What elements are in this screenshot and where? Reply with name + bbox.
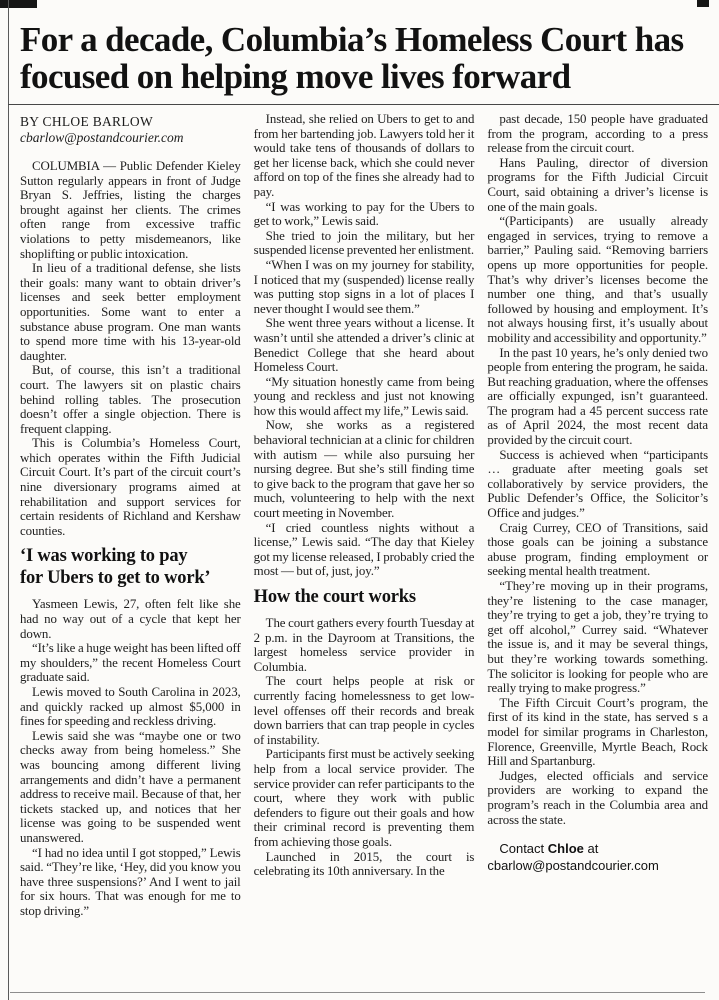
article-paragraph: In the past 10 years, he’s only denied two people from entering the program, he saida. But reaching graduation, where the offenses are officially expunged, isn’t guaranteed. The program had a 45 percent success rate as of April 2024, the most recent data provided by the circuit court. (487, 345, 709, 448)
article-paragraph: “(Participants) are usually already engaged in services, trying to remove a barrier,” Pauling said. “Removing barriers opens up more opportunities for people. That’s why driver’s licenses become the number one thing, and that’s usually followed by housing and employment. It’s not always housing first, it’s usually about mobility and accessibility and opportunity.” (487, 214, 709, 345)
article-paragraph: Judges, elected officials and service providers are working to expand the program’s reach in the Columbia area and across the state. (487, 768, 709, 827)
left-column-rule (8, 0, 9, 1000)
column-1-text (20, 159, 241, 919)
byline-author: BY CHLOE BARLOW (20, 114, 153, 129)
article-paragraph: The Fifth Circuit Court’s program, the first of its kind in the state, has served s a model for similar programs in Charleston, Florence, Greenville, Myrtle Beach, Rock Hill and Spartanburg. (487, 695, 709, 769)
scan-artifact-top-right (697, 0, 709, 7)
article-paragraph: In lieu of a traditional defense, she lists their goals: many want to obtain driver’s licenses and seek better employment opportunities. Some want to enter a substance abuse program. One man wants to spend more time with his 13-year-old daughter. (20, 261, 241, 363)
article-paragraph: “It’s like a huge weight has been lifted off my shoulders,” the recent Homeless Court graduate said. (20, 641, 241, 685)
article-paragraph: But, of course, this isn’t a traditional court. The lawyers sit on plastic chairs behind rolling tables. The prosecution doesn’t offer a single objection. There is frequent clapping. (20, 363, 241, 436)
article-paragraph: Instead, she relied on Ubers to get to and from her bartending job. Lawyers told her it would take tens of thousands of dollars to get her license back, which she could never afford on top of the fines she already had to pay. (253, 112, 475, 199)
article-paragraph: “I had no idea until I got stopped,” Lewis said. “They’re like, ‘Hey, did you know you have three suspensions?’ And I went to jail for six hours. That was enough for me to stop driving.” (20, 845, 241, 918)
contact-prefix: Contact (499, 841, 545, 857)
article-paragraph: Participants first must be actively seeking help from a local service provider. The service provider can refer participants to the court, where they work with public defenders to figure out their goals and how their criminal record is preventing them from achieving those goals. (253, 747, 475, 849)
section-subhead: How the court works (253, 587, 416, 607)
article-content (20, 21, 708, 919)
article-paragraph: Now, she works as a registered behavioral technician at a clinic for children with autism — while also pursuing her nursing degree. But she’s still finding time to give back to the program that gave her so much, volunteering to help with the next court meeting in November. (253, 418, 475, 521)
article-paragraph: Launched in 2015, the court is celebrating its 10th anniversary. In the (253, 849, 475, 879)
byline-email: cbarlow@postandcourier.com (20, 130, 184, 145)
article-paragraph: The court gathers every fourth Tuesday at 2 p.m. in the Dayroom at Transitions, the largest homeless service provider in Columbia. (253, 616, 475, 674)
article-paragraph: “I cried countless nights without a license,” Lewis said. “The day that Kieley got my license released, I probably cried the most — but of, just, joy.” (253, 520, 475, 579)
contact-name: Chloe (547, 841, 584, 857)
article-paragraph: “My situation honestly came from being young and reckless and just not knowing how this would affect my life,” Lewis said. (253, 374, 475, 418)
article-paragraph: Lewis said she was “maybe one or two checks away from being homeless.” She was bouncing among different living arrangements and didn’t have a permanent address to receive mail. Because of that, her tickets stacked up, and notices that her license was going to be suspended went unanswered. (20, 728, 241, 845)
article-paragraph: Craig Currey, CEO of Transitions, said those goals can be joining a substance abuse program, finding employment or seeking mental health treatment. (487, 520, 709, 579)
article-column-2 (254, 112, 475, 919)
article-paragraph: Hans Pauling, director of diversion programs for the Fifth Judicial Circuit Court, said obtaining a driver’s license is one of the main goals. (487, 155, 709, 214)
article-paragraph: She went three years without a license. It wasn’t until she attended a driver’s clinic at Benedict College that she heard about Homeless Court. (253, 316, 475, 375)
column-3-text (487, 112, 708, 827)
article-paragraph: Success is achieved when “participants … graduate after meeting goals set collaboratively by service providers, the Public Defender’s Office, the Solicitor’s Office and judges.” (487, 447, 709, 521)
article-paragraph: COLUMBIA — Public Defender Kieley Sutton regularly appears in front of Judge Bryan S. Jeffries, listing the charges brought against her clients. The crimes often range from excessive traffic violations to petty misdemeanors, like shoplifting or public intoxication. (20, 159, 241, 261)
section-subhead: ‘I was working to pay for Ubers to get to work’ (20, 546, 211, 589)
byline (20, 114, 241, 146)
article-paragraph: past decade, 150 people have graduated from the program, according to a press release from the circuit court. (487, 112, 709, 156)
bottom-divider (10, 992, 705, 993)
article-paragraph: This is Columbia’s Homeless Court, which operates within the Fifth Judicial Circuit Court. It’s part of the circuit court’s nine diversionary programs aimed at rehabilitation and support services for certain residents of Richland and Kershaw counties. (20, 436, 241, 538)
article-column-1 (20, 112, 241, 919)
scan-artifact-top-left (0, 0, 37, 8)
article-paragraph: “They’re moving up in their programs, they’re listening to the case manager, they’re trying to get a job, they’re trying to get off alcohol,” Currey said. “Whatever the issue is, and it may be several things, but they’re working towards something. The solicitor is looking for people who are really trying to make progress.” (487, 579, 709, 696)
contact-rest: at cbarlow@postandcourier.com (487, 841, 659, 873)
article-paragraph: Yasmeen Lewis, 27, often felt like she had no way out of a cycle that kept her down. (20, 597, 241, 641)
article-columns (20, 112, 708, 919)
article-paragraph: The court helps people at risk or currently facing homelessness to get low-level offenses off their records and break down barriers that can trap people in cycles of instability. (253, 674, 475, 747)
article-headline: For a decade, Columbia’s Homeless Court has focused on helping move lives forward (20, 20, 684, 96)
article-paragraph: “I was working to pay for the Ubers to get to work,” Lewis said. (253, 199, 475, 229)
headline-divider (8, 104, 719, 105)
column-2-text (254, 112, 475, 879)
article-paragraph: Lewis moved to South Carolina in 2023, and quickly racked up almost $5,000 in fines for speeding and reckless driving. (20, 685, 241, 729)
article-column-3 (487, 112, 708, 919)
article-paragraph: She tried to join the military, but her suspended license prevented her enlistment. (253, 228, 475, 258)
article-paragraph: “When I was on my journey for stability, I noticed that my (suspended) license really was putting stop signs in a lot of places I never thought I would see them.” (253, 257, 475, 316)
contact-line (487, 841, 708, 874)
